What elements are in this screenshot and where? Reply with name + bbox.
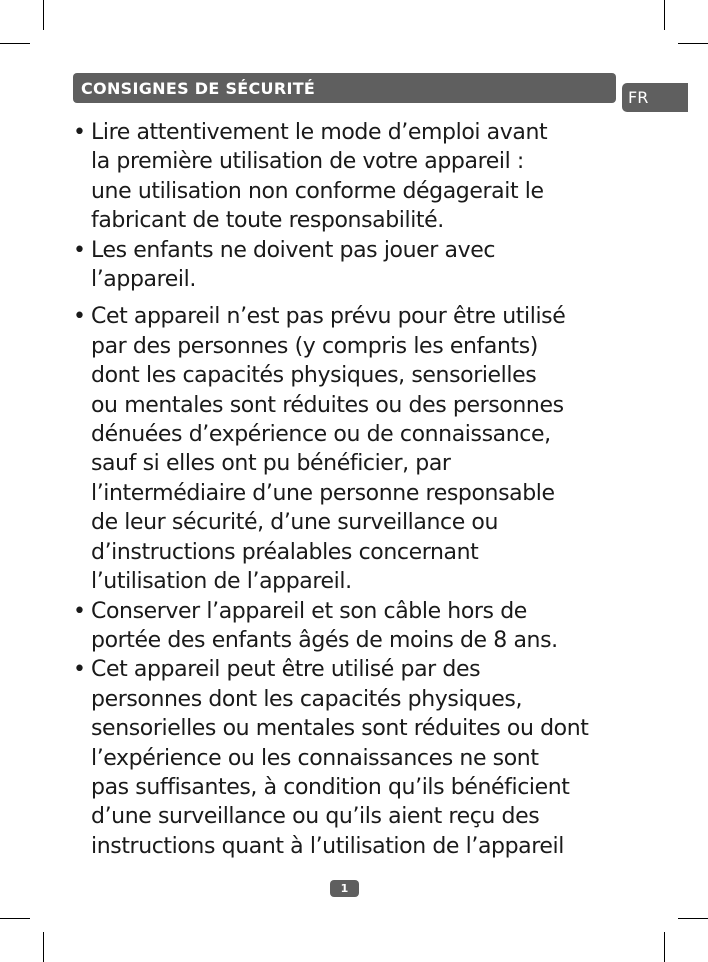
crop-mark-top-left-v <box>43 0 44 30</box>
list-item-line: instructions quant à l’utilisation de l’appareil <box>91 833 564 859</box>
list-item-line: dont les capacités physiques, sensorielles <box>91 363 537 389</box>
list-item-line: pas suffisantes, à condition qu’ils bénéficient <box>91 774 570 800</box>
list-item-line: par des personnes (y compris les enfants) <box>91 333 538 359</box>
list-item-line: Lire attentivement le mode d’emploi avant <box>91 120 548 145</box>
list-item-line: l’appareil. <box>91 267 196 293</box>
list-item-line: Les enfants ne doivent pas jouer avec <box>91 237 496 263</box>
list-item-line: dénuées d’expérience ou de connaissance, <box>91 422 551 448</box>
list-item-line: Cet appareil peut être utilisé par des <box>91 657 481 683</box>
section-title: CONSIGNES DE SÉCURITÉ <box>81 78 316 98</box>
list-item-line: fabricant de toute responsabilité. <box>91 208 444 234</box>
crop-mark-bottom-left-v <box>43 932 44 962</box>
list-item <box>73 302 618 596</box>
list-item <box>73 655 618 861</box>
bullet-icon: • <box>73 657 86 683</box>
list-item-line: Cet appareil n’est pas prévu pour être utilisé <box>91 304 566 330</box>
safety-instructions-list <box>73 118 618 861</box>
list-item-line: portée des enfants âgés de moins de 8 ans. <box>91 627 558 653</box>
crop-mark-top-right-v <box>664 0 665 30</box>
bullet-icon: • <box>73 598 86 624</box>
list-item <box>73 597 618 656</box>
crop-mark-bottom-right-v <box>664 932 665 962</box>
language-label: FR <box>628 88 649 107</box>
list-item-line: d’une surveillance ou qu’ils aient reçu des <box>91 804 540 830</box>
crop-mark-bottom-left-h <box>0 918 30 919</box>
page-number-badge: 1 <box>330 880 359 897</box>
list-item-line: l’intermédiaire d’une personne responsable <box>91 480 555 506</box>
crop-mark-top-right-h <box>678 43 708 44</box>
list-item-line: sensorielles ou mentales sont réduites ou dont <box>91 716 589 742</box>
list-item-line: ou mentales sont réduites ou des personnes <box>91 392 564 418</box>
bullet-icon: • <box>73 304 86 330</box>
section-header-bar <box>73 73 616 103</box>
language-tab <box>622 83 688 112</box>
bullet-icon: • <box>73 120 86 145</box>
list-item-line: d’instructions préalables concernant <box>91 539 479 565</box>
crop-mark-bottom-right-h <box>678 918 708 919</box>
list-item-line: sauf si elles ont pu bénéficier, par <box>91 451 451 477</box>
list-item-line: de leur sécurité, d’une surveillance ou <box>91 510 499 536</box>
list-item-line: personnes dont les capacités physiques, <box>91 686 523 712</box>
list-item-line: l’expérience ou les connaissances ne sont <box>91 745 539 771</box>
list-item-line: la première utilisation de votre appareil : <box>91 149 524 175</box>
list-item-line: l’utilisation de l’appareil. <box>91 569 352 595</box>
crop-mark-top-left-h <box>0 43 30 44</box>
list-item <box>73 118 618 236</box>
list-item-line: Conserver l’appareil et son câble hors de <box>91 598 527 624</box>
list-item <box>73 236 618 295</box>
bullet-icon: • <box>73 237 86 263</box>
list-item-line: une utilisation non conforme dégagerait le <box>91 178 544 204</box>
